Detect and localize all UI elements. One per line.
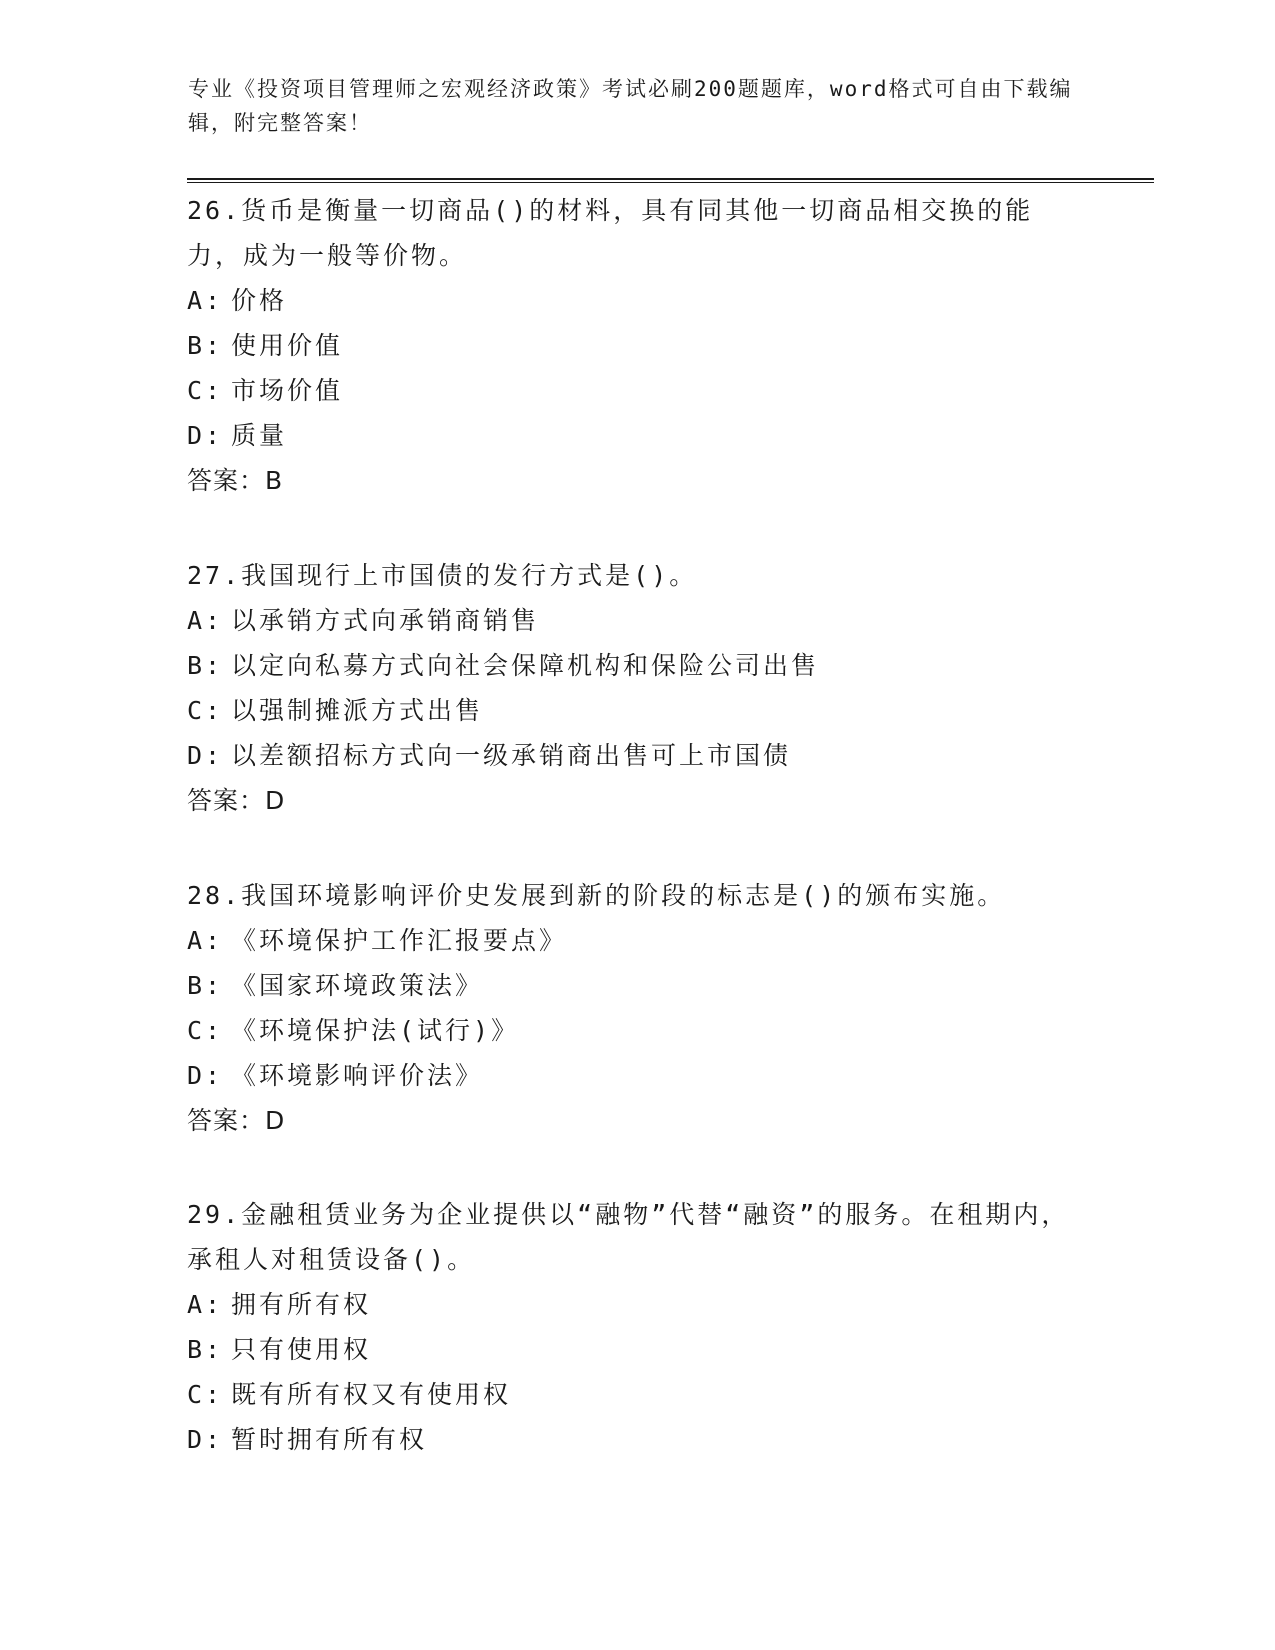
option-b xyxy=(187,1327,1087,1372)
option-letter: D: xyxy=(187,1425,224,1454)
header-divider-thick xyxy=(187,178,1154,180)
option-text: 《国家环境政策法》 xyxy=(231,971,484,1000)
option-text: 拥有所有权 xyxy=(231,1290,372,1319)
option-text: 以定向私募方式向社会保障机构和保险公司出售 xyxy=(231,651,820,680)
option-text: 使用价值 xyxy=(231,331,344,360)
option-letter: B: xyxy=(187,1335,224,1364)
question-stem: 29.金融租赁业务为企业提供以“融物”代替“融资”的服务。在租期内，承租人对租赁设备()。 xyxy=(187,1200,1070,1274)
question-26 xyxy=(187,188,1087,503)
option-text: 市场价值 xyxy=(231,376,344,405)
option-letter: C: xyxy=(187,376,224,405)
question-stem: 28.我国环境影响评价史发展到新的阶段的标志是()的颁布实施。 xyxy=(187,881,1006,910)
option-text: 《环境影响评价法》 xyxy=(231,1061,484,1090)
option-c xyxy=(187,688,1087,733)
option-letter: B: xyxy=(187,971,224,1000)
option-letter: A: xyxy=(187,286,224,315)
option-text: 既有所有权又有使用权 xyxy=(231,1380,512,1409)
option-text: 价格 xyxy=(231,286,288,315)
question-29 xyxy=(187,1192,1087,1462)
option-text: 以强制摊派方式出售 xyxy=(231,696,484,725)
option-text: 暂时拥有所有权 xyxy=(231,1425,428,1454)
header-divider-thin xyxy=(187,182,1154,183)
option-b xyxy=(187,643,1087,688)
option-text: 《环境保护法(试行)》 xyxy=(231,1016,520,1045)
answer-line: 答案：D xyxy=(187,1106,286,1135)
option-letter: C: xyxy=(187,1016,224,1045)
option-c xyxy=(187,1372,1087,1417)
option-letter: B: xyxy=(187,651,224,680)
option-a xyxy=(187,1282,1087,1327)
answer-line: 答案：B xyxy=(187,466,284,495)
question-stem: 27.我国现行上市国债的发行方式是()。 xyxy=(187,561,698,590)
option-a xyxy=(187,598,1087,643)
option-letter: D: xyxy=(187,421,224,450)
option-letter: C: xyxy=(187,1380,224,1409)
option-text: 质量 xyxy=(231,421,288,450)
option-letter: A: xyxy=(187,1290,224,1319)
option-text: 只有使用权 xyxy=(231,1335,372,1364)
option-letter: B: xyxy=(187,331,224,360)
option-c xyxy=(187,1008,1087,1053)
option-b xyxy=(187,323,1087,368)
option-text: 《环境保护工作汇报要点》 xyxy=(231,926,568,955)
option-b xyxy=(187,963,1087,1008)
option-d xyxy=(187,733,1087,778)
option-a xyxy=(187,918,1087,963)
option-d xyxy=(187,1417,1087,1462)
question-27 xyxy=(187,553,1087,823)
option-d xyxy=(187,413,1087,458)
question-stem: 26.货币是衡量一切商品()的材料，具有同其他一切商品相交换的能力，成为一般等价物。 xyxy=(187,196,1034,270)
option-letter: C: xyxy=(187,696,224,725)
option-d xyxy=(187,1053,1087,1098)
document-header: 专业《投资项目管理师之宏观经济政策》考试必刷200题题库，word格式可自由下载编辑，附完整答案！ xyxy=(188,77,1073,135)
option-letter: D: xyxy=(187,741,224,770)
option-text: 以承销方式向承销商销售 xyxy=(231,606,540,635)
question-28 xyxy=(187,873,1087,1143)
option-letter: D: xyxy=(187,1061,224,1090)
option-text: 以差额招标方式向一级承销商出售可上市国债 xyxy=(231,741,792,770)
answer-line: 答案：D xyxy=(187,786,286,815)
option-letter: A: xyxy=(187,926,224,955)
option-letter: A: xyxy=(187,606,224,635)
option-c xyxy=(187,368,1087,413)
option-a xyxy=(187,278,1087,323)
